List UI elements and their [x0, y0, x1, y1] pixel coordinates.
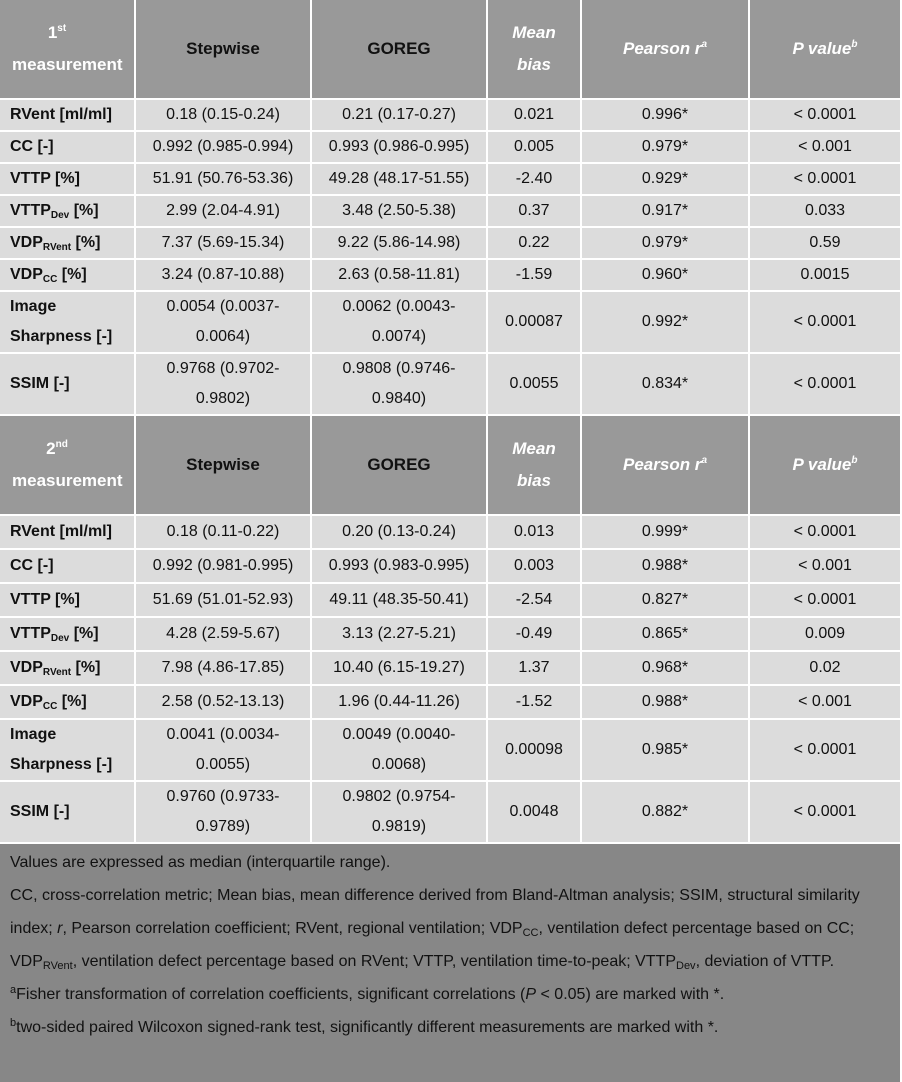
table-row — [0, 292, 900, 354]
cell-stepwise: 0.0041 (0.0034-0.0055) — [136, 720, 312, 782]
cell-r: 0.917* — [582, 196, 750, 228]
cell-r: 0.992* — [582, 292, 750, 354]
cell-stepwise: 0.0054 (0.0037-0.0064) — [136, 292, 312, 354]
cell-p: < 0.0001 — [750, 100, 900, 132]
cell-bias: 0.003 — [488, 550, 582, 584]
header-goreg: GOREG — [312, 0, 488, 100]
cell-p: < 0.0001 — [750, 292, 900, 354]
cell-p: < 0.0001 — [750, 164, 900, 196]
cell-r: 0.960* — [582, 260, 750, 292]
header-mean-bias: Mean bias — [488, 416, 582, 516]
row-label: RVent [ml/ml] — [0, 516, 136, 550]
cell-stepwise: 0.992 (0.985-0.994) — [136, 132, 312, 164]
table-row — [0, 652, 900, 686]
header-stepwise: Stepwise — [136, 416, 312, 516]
table-row — [0, 782, 900, 844]
table-footnotes — [0, 844, 900, 1082]
cell-stepwise: 7.98 (4.86-17.85) — [136, 652, 312, 686]
cell-r: 0.979* — [582, 132, 750, 164]
footnote-a: $^a$Fisher transformation of correlation coefficients, significant correlations (P < 0.05) are marked with *. — [10, 984, 725, 1003]
cell-goreg: 0.0062 (0.0043-0.0074) — [312, 292, 488, 354]
row-label: CC [-] — [0, 132, 136, 164]
cell-bias: 0.021 — [488, 100, 582, 132]
cell-p: 0.0015 — [750, 260, 900, 292]
row-label: $VDP_{CC}$ [%] — [0, 260, 136, 292]
row-label: $VTTP_{Dev}$ [%] — [0, 196, 136, 228]
cell-r: 0.827* — [582, 584, 750, 618]
cell-r: 0.882* — [582, 782, 750, 844]
row-label: VTTP [%] — [0, 164, 136, 196]
header-goreg: GOREG — [312, 416, 488, 516]
cell-goreg: 9.22 (5.86-14.98) — [312, 228, 488, 260]
table-row — [0, 196, 900, 228]
cell-goreg: 0.993 (0.983-0.995) — [312, 550, 488, 584]
cell-r: 0.988* — [582, 550, 750, 584]
cell-goreg: 3.48 (2.50-5.38) — [312, 196, 488, 228]
cell-goreg: 10.40 (6.15-19.27) — [312, 652, 488, 686]
header-p-value: P value$^b$ — [750, 416, 900, 516]
header-mean-bias: Mean bias — [488, 0, 582, 100]
footnote-abbreviations: CC, cross-correlation metric; Mean bias, mean difference derived from Bland-Altman analysis; SSIM, structural similarity index; r, Pearson correlation coefficient; RVent, regional ventilation; VDPCC, ventilation defect percentage based on CC; VDPRVent, ventilation defect percentage based on RVent; VTTP, ventilation time-to-peak; VTTPDev, deviation of VTTP. — [10, 887, 860, 972]
cell-r: 0.834* — [582, 354, 750, 416]
cell-stepwise: 2.58 (0.52-13.13) — [136, 686, 312, 720]
cell-bias: -1.52 — [488, 686, 582, 720]
header-row-2 — [0, 416, 900, 516]
cell-r: 0.929* — [582, 164, 750, 196]
cell-goreg: 0.993 (0.986-0.995) — [312, 132, 488, 164]
cell-stepwise: 51.69 (51.01-52.93) — [136, 584, 312, 618]
cell-p: < 0.001 — [750, 686, 900, 720]
cell-goreg: 0.9808 (0.9746-0.9840) — [312, 354, 488, 416]
table-row — [0, 100, 900, 132]
row-label: $VDP_{CC}$ [%] — [0, 686, 136, 720]
row-label: SSIM [-] — [0, 782, 136, 844]
table-row — [0, 686, 900, 720]
cell-stepwise: 2.99 (2.04-4.91) — [136, 196, 312, 228]
header-p-value: P value$^b$ — [750, 0, 900, 100]
table-row — [0, 228, 900, 260]
cell-stepwise: 0.9760 (0.9733-0.9789) — [136, 782, 312, 844]
cell-bias: 0.22 — [488, 228, 582, 260]
cell-bias: 1.37 — [488, 652, 582, 686]
row-label: $VDP_{RVent}$ [%] — [0, 228, 136, 260]
row-label: VTTP [%] — [0, 584, 136, 618]
cell-r: 0.985* — [582, 720, 750, 782]
table-row — [0, 550, 900, 584]
cell-p: 0.009 — [750, 618, 900, 652]
cell-goreg: 2.63 (0.58-11.81) — [312, 260, 488, 292]
row-label: Image Sharpness [-] — [0, 292, 136, 354]
cell-p: 0.033 — [750, 196, 900, 228]
cell-goreg: 1.96 (0.44-11.26) — [312, 686, 488, 720]
cell-p: 0.59 — [750, 228, 900, 260]
table-row — [0, 164, 900, 196]
cell-p: < 0.0001 — [750, 354, 900, 416]
cell-r: 0.979* — [582, 228, 750, 260]
header-row-1 — [0, 0, 900, 100]
cell-p: < 0.0001 — [750, 584, 900, 618]
cell-goreg: 0.20 (0.13-0.24) — [312, 516, 488, 550]
row-label: Image Sharpness [-] — [0, 720, 136, 782]
cell-bias: 0.00087 — [488, 292, 582, 354]
cell-goreg: 49.28 (48.17-51.55) — [312, 164, 488, 196]
cell-r: 0.968* — [582, 652, 750, 686]
table-row — [0, 260, 900, 292]
header-pearson: Pearson $r^a$ — [582, 0, 750, 100]
row-label: CC [-] — [0, 550, 136, 584]
cell-bias: 0.00098 — [488, 720, 582, 782]
table-row — [0, 584, 900, 618]
table-row — [0, 720, 900, 782]
cell-bias: -2.54 — [488, 584, 582, 618]
cell-bias: 0.013 — [488, 516, 582, 550]
cell-r: 0.988* — [582, 686, 750, 720]
cell-bias: -0.49 — [488, 618, 582, 652]
cell-p: 0.02 — [750, 652, 900, 686]
header-pearson: Pearson $r^a$ — [582, 416, 750, 516]
cell-stepwise: 0.9768 (0.9702-0.9802) — [136, 354, 312, 416]
cell-stepwise: 0.18 (0.15-0.24) — [136, 100, 312, 132]
cell-p: < 0.0001 — [750, 782, 900, 844]
cell-bias: 0.0055 — [488, 354, 582, 416]
header-measurement: 1st measurement — [0, 0, 136, 100]
cell-bias: -2.40 — [488, 164, 582, 196]
cell-goreg: 3.13 (2.27-5.21) — [312, 618, 488, 652]
cell-p: < 0.0001 — [750, 516, 900, 550]
row-label: $VDP_{RVent}$ [%] — [0, 652, 136, 686]
cell-goreg: 49.11 (48.35-50.41) — [312, 584, 488, 618]
cell-goreg: 0.21 (0.17-0.27) — [312, 100, 488, 132]
cell-stepwise: 51.91 (50.76-53.36) — [136, 164, 312, 196]
header-measurement: 2nd measurement — [0, 416, 136, 516]
cell-r: 0.999* — [582, 516, 750, 550]
cell-bias: 0.37 — [488, 196, 582, 228]
cell-bias: 0.0048 — [488, 782, 582, 844]
footnote-values: Values are expressed as median (interquartile range). — [10, 854, 391, 871]
cell-stepwise: 7.37 (5.69-15.34) — [136, 228, 312, 260]
cell-stepwise: 4.28 (2.59-5.67) — [136, 618, 312, 652]
row-label: RVent [ml/ml] — [0, 100, 136, 132]
footnote-b: $^b$two-sided paired Wilcoxon signed-rank test, significantly different measurements are marked with *. — [10, 1017, 719, 1036]
row-label: SSIM [-] — [0, 354, 136, 416]
cell-p: < 0.001 — [750, 132, 900, 164]
header-stepwise: Stepwise — [136, 0, 312, 100]
cell-stepwise: 3.24 (0.87-10.88) — [136, 260, 312, 292]
cell-p: < 0.001 — [750, 550, 900, 584]
row-label: $VTTP_{Dev}$ [%] — [0, 618, 136, 652]
cell-bias: -1.59 — [488, 260, 582, 292]
cell-p: < 0.0001 — [750, 720, 900, 782]
cell-r: 0.996* — [582, 100, 750, 132]
table-row — [0, 132, 900, 164]
cell-goreg: 0.9802 (0.9754-0.9819) — [312, 782, 488, 844]
table-row — [0, 516, 900, 550]
table-row — [0, 354, 900, 416]
table-row — [0, 618, 900, 652]
cell-stepwise: 0.18 (0.11-0.22) — [136, 516, 312, 550]
cell-r: 0.865* — [582, 618, 750, 652]
cell-stepwise: 0.992 (0.981-0.995) — [136, 550, 312, 584]
cell-bias: 0.005 — [488, 132, 582, 164]
cell-goreg: 0.0049 (0.0040-0.0068) — [312, 720, 488, 782]
